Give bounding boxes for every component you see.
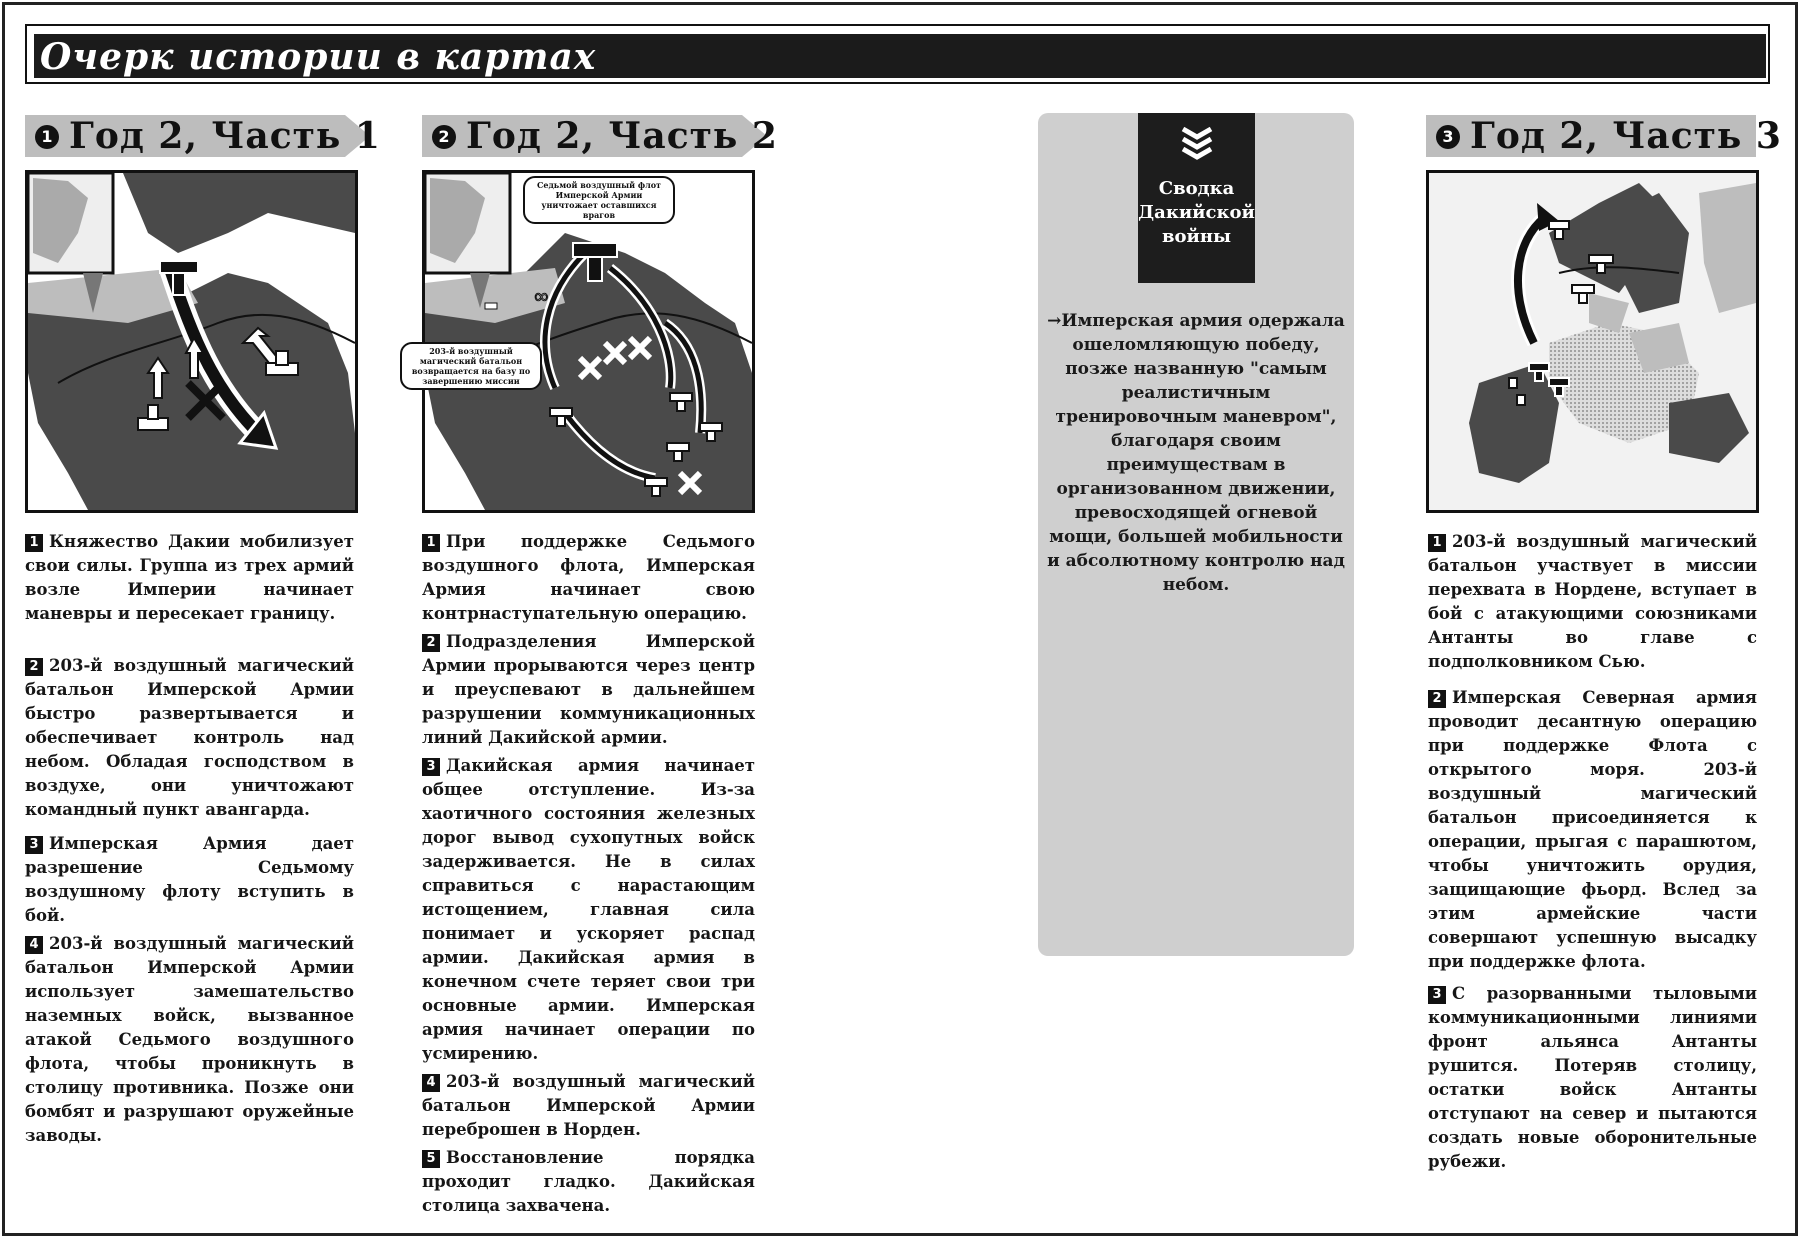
paragraph-text: Дакийская армия начинает общее отступление. Из-за хаотичного состояния железных дорог вывод сухопутных войск задерживается. Не в силах справиться с нарастающим истощением, главная сила понимает и ускоряет распад армии. Дакийская армия в конечном счете теряет свои три основные армии. Имперская армия начинает операции по усмирению. — [422, 756, 755, 1063]
map-part-1 — [25, 170, 358, 513]
section-2-text — [422, 530, 755, 1222]
paragraph-number: 1 — [1428, 534, 1446, 552]
paragraph-number: 2 — [25, 658, 43, 676]
paragraph-number: 4 — [25, 936, 43, 954]
map-part-3 — [1426, 170, 1759, 513]
paragraph-number: 2 — [1428, 690, 1446, 708]
section-1-heading — [25, 115, 381, 157]
paragraph — [422, 1070, 755, 1142]
paragraph — [25, 530, 354, 626]
paragraph-text: С разорванными тыловыми коммуникационными линиями фронт альянса Антанты рушится. Потеряв столицу, остатки войск Антанты отступают на север и пытаются создать новые оборонительные рубежи. — [1428, 984, 1757, 1171]
paragraph-text: Княжество Дакии мобилизует свои силы. Группа из трех армий возле Империи начинает маневры и пересекает границу. — [25, 532, 354, 623]
paragraph-text: Имперская Армия дает разрешение Седьмому воздушному флоту вступить в бой. — [25, 834, 354, 925]
paragraph-number: 3 — [422, 758, 440, 776]
paragraph — [422, 754, 755, 1066]
paragraph-number: 3 — [1428, 986, 1446, 1004]
paragraph — [25, 932, 354, 1148]
paragraph-text: Восстановление порядка проходит гладко. Дакийская столица захвачена. — [422, 1148, 755, 1215]
section-heading-text: Год 2, Часть 1 — [69, 115, 381, 157]
paragraph-number: 5 — [422, 1150, 440, 1168]
chevron-rank-icon — [1138, 123, 1255, 161]
summary-title: Сводка Дакийской войны — [1138, 178, 1255, 247]
paragraph — [422, 530, 755, 626]
section-heading-text: Год 2, Часть 2 — [466, 115, 778, 157]
summary-text: →Имперская армия одержала ошеломляющую победу, позже названную "самым реалистичным тренировочным маневром", благодаря своим преимуществам в организованном движении, превосходящей огневой мощи, большей мобильности и абсолютному контролю над небом. — [1047, 311, 1345, 595]
paragraph — [1428, 530, 1757, 674]
section-3-text — [1428, 530, 1757, 1178]
paragraph — [1428, 982, 1757, 1174]
paragraph — [422, 1146, 755, 1218]
summary-tab — [1138, 113, 1255, 283]
paragraph-text: 203-й воздушный магический батальон Имперской Армии быстро развертывается и обеспечивает контроль над небом. Обладая господством в воздухе, они уничтожают командный пункт авангарда. — [25, 656, 354, 819]
paragraph-text: Имперская Северная армия проводит десантную операцию при поддержке Флота с открытого моря. 203-й воздушный магический батальон присоединяется к операции, прыгая с парашютом, чтобы уничтожить орудия, защищающие фьорд. Вслед за этим армейские части совершают успешную высадку при поддержке флота. — [1428, 688, 1757, 971]
paragraph-number: 4 — [422, 1074, 440, 1092]
paragraph — [25, 832, 354, 928]
section-number-badge: 1 — [35, 125, 59, 149]
paragraph-text: При поддержке Седьмого воздушного флота, Имперская Армия начинает свою контрнаступательную операцию. — [422, 532, 755, 623]
section-heading-text: Год 2, Часть 3 — [1470, 115, 1782, 157]
paragraph-number: 3 — [25, 836, 43, 854]
section-1-text — [25, 530, 354, 1152]
section-number-badge: 2 — [432, 125, 456, 149]
speech-bubble-left: 203-й воздушный магический батальон возвращается на базу по завершению миссии — [400, 342, 542, 390]
section-number-badge: 3 — [1436, 125, 1460, 149]
title-bar — [34, 34, 1766, 78]
svg-text:∞: ∞ — [533, 284, 550, 308]
paragraph — [422, 630, 755, 750]
paragraph-number: 1 — [25, 534, 43, 552]
paragraph-text: 203-й воздушный магический батальон Имперской Армии использует замешательство наземных войск, вызванное атакой Седьмого воздушного флота, чтобы проникнуть в столицу противника. Позже они бомбят и разрушают оружейные заводы. — [25, 934, 354, 1145]
paragraph — [1428, 686, 1757, 974]
section-3-heading — [1426, 115, 1782, 157]
paragraph-text: Подразделения Имперской Армии прорываются через центр и преуспевают в дальнейшем разрушении коммуникационных линий Дакийской армии. — [422, 632, 755, 747]
page-title: Очерк истории в картах — [40, 36, 597, 78]
paragraph — [25, 654, 354, 822]
paragraph-text: 203-й воздушный магический батальон участвует в миссии перехвата в Нордене, вступает в бой с атакующими союзниками Антанты во главе с подполковником Сью. — [1428, 532, 1757, 671]
paragraph-number: 2 — [422, 634, 440, 652]
paragraph-text: 203-й воздушный магический батальон Имперской Армии переброшен в Норден. — [422, 1072, 755, 1139]
speech-bubble-top: Седьмой воздушный флот Имперской Армии уничтожает оставшихся врагов — [523, 176, 675, 224]
paragraph-number: 1 — [422, 534, 440, 552]
section-2-heading — [422, 115, 778, 157]
